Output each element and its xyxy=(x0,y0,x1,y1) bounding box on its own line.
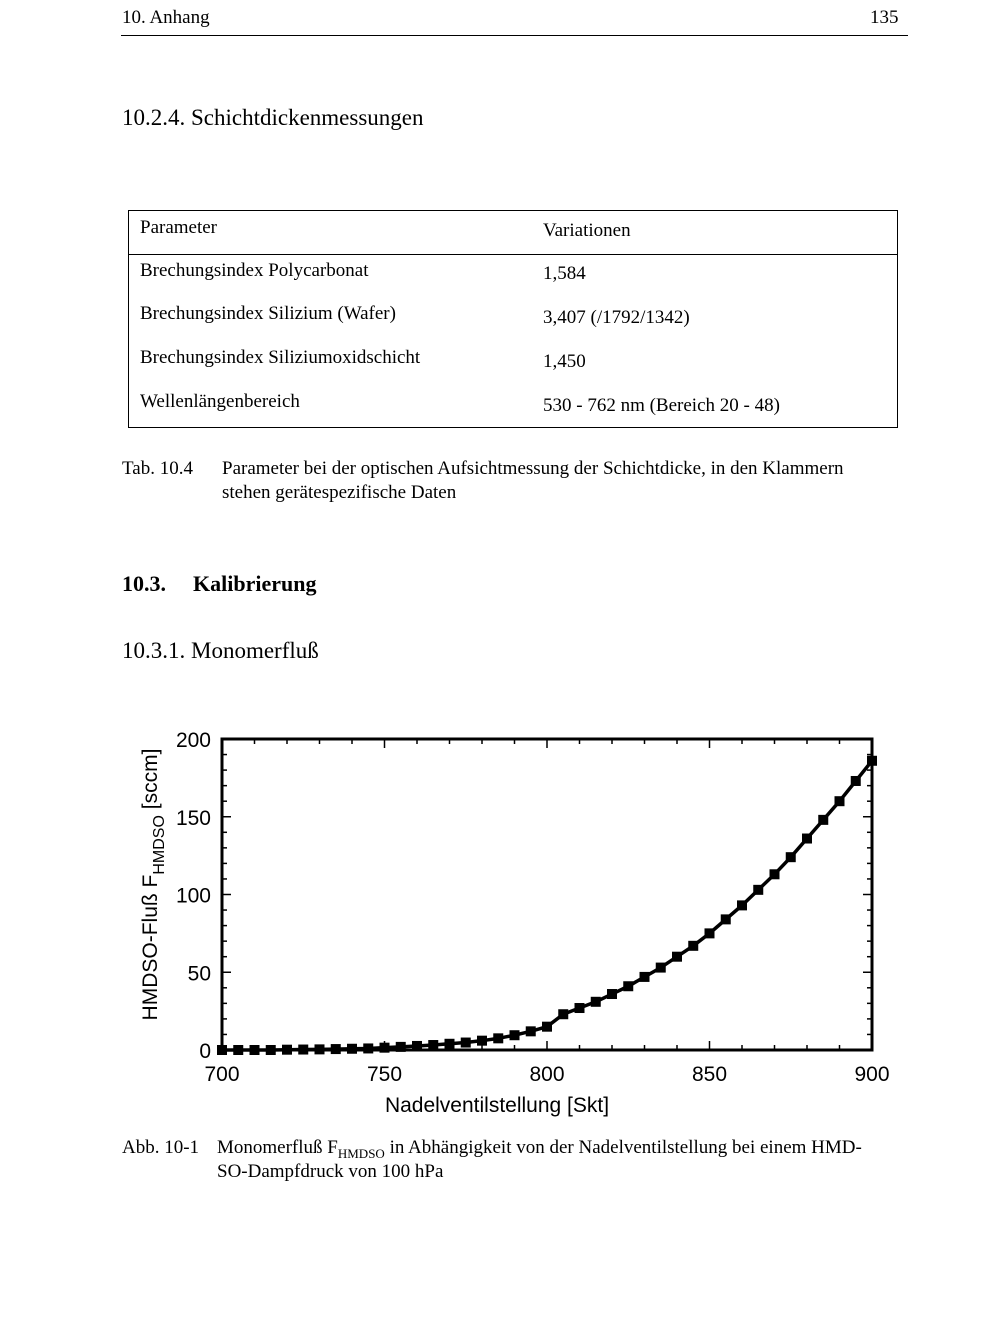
plot-frame xyxy=(222,739,872,1050)
data-point-marker xyxy=(688,941,698,951)
data-point-marker xyxy=(233,1045,243,1055)
running-header-chapter: 10. Anhang xyxy=(122,7,210,28)
data-point-marker xyxy=(623,981,633,991)
data-point-marker xyxy=(607,989,617,999)
figure-caption-label: Abb. 10-1 xyxy=(122,1137,200,1158)
series-line xyxy=(222,761,872,1050)
table-cell-value-3: 1,450 xyxy=(543,351,586,372)
x-tick-label: 800 xyxy=(529,1063,565,1086)
x-tick-label: 700 xyxy=(204,1063,240,1086)
table-cell-param-2: Brechungsindex Silizium (Wafer) xyxy=(140,303,396,324)
data-point-marker xyxy=(445,1039,455,1049)
data-point-marker xyxy=(461,1038,471,1048)
figure-caption-text-post: in Abhängigkeit von der Nadelventilstellung bei einem HMD- xyxy=(384,1137,862,1158)
table-caption-label: Tab. 10.4 xyxy=(122,458,193,479)
table-cell-param-3: Brechungsindex Siliziumoxidschicht xyxy=(140,347,421,368)
data-point-marker xyxy=(737,900,747,910)
y-tick-label: 200 xyxy=(175,729,211,752)
data-point-marker xyxy=(558,1009,568,1019)
data-point-marker xyxy=(575,1003,585,1013)
data-point-marker xyxy=(412,1041,422,1051)
chart-plot-area xyxy=(139,729,890,1117)
table-cell-value-1: 1,584 xyxy=(543,263,586,284)
page-number: 135 xyxy=(870,7,899,28)
data-point-marker xyxy=(347,1044,357,1054)
data-point-marker xyxy=(705,928,715,938)
data-point-marker xyxy=(493,1033,503,1043)
y-tick-label: 50 xyxy=(187,962,211,986)
table-cell-value-4: 530 - 762 nm (Bereich 20 - 48) xyxy=(543,395,780,416)
data-point-marker xyxy=(591,997,601,1007)
data-point-marker xyxy=(672,952,682,962)
data-point-marker xyxy=(428,1040,438,1050)
figure-caption-line-2: SO-Dampfdruck von 100 hPa xyxy=(217,1161,444,1182)
figure-caption-text-pre: Monomerfluß F xyxy=(217,1137,338,1158)
section-heading-schichtdicke: 10.2.4. Schichtdickenmessungen xyxy=(122,105,424,130)
data-point-marker xyxy=(510,1030,520,1040)
data-point-marker xyxy=(818,815,828,825)
section-title-kalibrierung: Kalibrierung xyxy=(193,571,317,596)
data-point-marker xyxy=(282,1045,292,1055)
data-point-marker xyxy=(331,1044,341,1054)
section-heading-monomerfluss: 10.3.1. Monomerfluß xyxy=(122,638,319,663)
monomer-flow-chart xyxy=(0,700,1000,1130)
data-point-marker xyxy=(396,1042,406,1052)
data-point-marker xyxy=(753,885,763,895)
y-tick-label: 0 xyxy=(199,1040,211,1063)
data-point-marker xyxy=(867,756,877,766)
data-point-marker xyxy=(770,869,780,879)
table-caption-line-1: Parameter bei der optischen Aufsichtmessung der Schichtdicke, in den Klammern xyxy=(222,458,844,479)
data-point-marker xyxy=(266,1045,276,1055)
data-point-marker xyxy=(802,834,812,844)
table-cell-value-2: 3,407 (/1792/1342) xyxy=(543,307,690,328)
data-point-marker xyxy=(786,852,796,862)
table-header-parameter: Parameter xyxy=(140,217,218,238)
x-axis-label: Nadelventilstellung [Skt] xyxy=(384,1094,610,1117)
data-point-marker xyxy=(250,1045,260,1055)
table-cell-param-4: Wellenlängenbereich xyxy=(140,391,300,412)
y-axis-label: HMDSO-Fluß $F_{HMDSO}$ [sccm] xyxy=(139,748,168,1021)
data-point-marker xyxy=(851,776,861,786)
data-point-marker xyxy=(640,972,650,982)
table-header-variationen: Variationen xyxy=(543,220,631,241)
data-point-marker xyxy=(315,1044,325,1054)
data-point-marker xyxy=(656,963,666,973)
y-tick-label: 100 xyxy=(175,884,211,908)
figure-caption-subscript: HMDSO xyxy=(337,1145,385,1161)
y-tick-label: 150 xyxy=(175,806,211,830)
data-point-marker xyxy=(380,1043,390,1053)
parameter-table xyxy=(128,210,898,428)
data-point-marker xyxy=(835,796,845,806)
data-point-marker xyxy=(477,1036,487,1046)
header-rule xyxy=(121,35,908,36)
section-number-kalibrierung: 10.3. xyxy=(122,571,166,596)
data-point-marker xyxy=(542,1022,552,1032)
x-tick-label: 750 xyxy=(366,1063,403,1086)
x-tick-label: 850 xyxy=(691,1063,728,1086)
data-point-marker xyxy=(363,1043,373,1053)
data-point-marker xyxy=(526,1026,536,1036)
x-tick-label: 900 xyxy=(854,1063,890,1086)
data-point-marker xyxy=(721,914,731,924)
table-cell-param-1: Brechungsindex Polycarbonat xyxy=(140,260,369,281)
data-point-marker xyxy=(217,1045,227,1055)
table-caption-line-2: stehen gerätespezifische Daten xyxy=(222,482,457,503)
data-point-marker xyxy=(298,1045,308,1055)
table-header-rule xyxy=(129,254,897,255)
